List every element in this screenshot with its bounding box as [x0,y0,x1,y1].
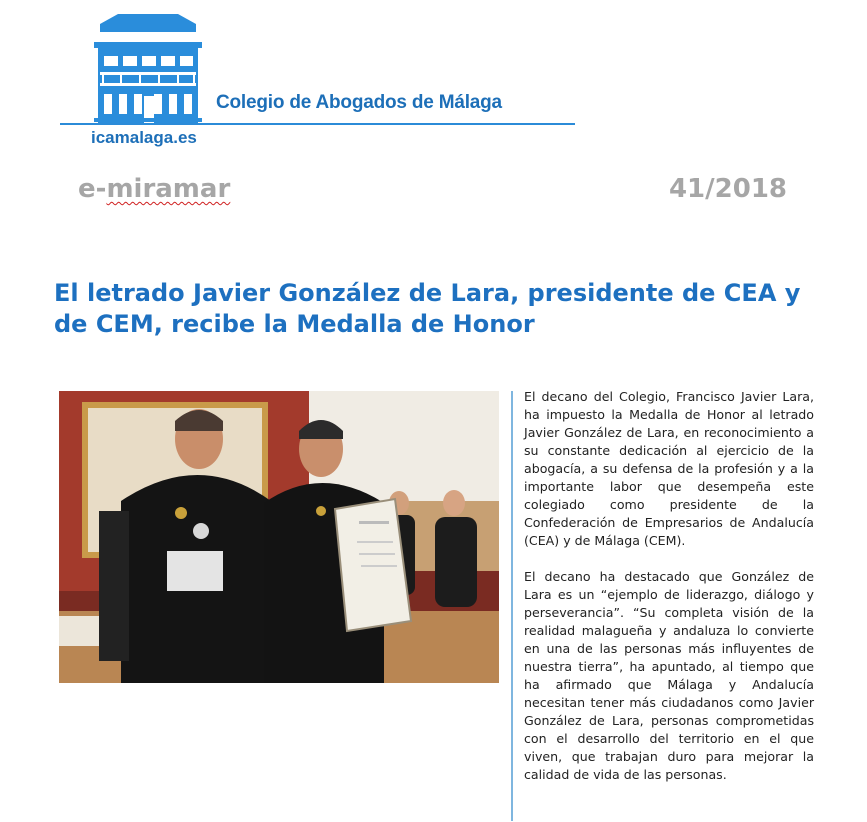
article-headline: El letrado Javier González de Lara, presidente de CEA y de CEM, recibe la Medalla de Honor [54,279,801,338]
column-divider [511,391,513,821]
issue-number: 41/2018 [668,174,787,204]
organization-domain[interactable]: icamalaga.es [91,128,197,147]
organization-logo[interactable] [60,12,580,152]
newsletter-title-prefix: e- [78,174,107,204]
organization-name: Colegio de Abogados de Málaga [216,92,502,113]
newsletter-title [78,174,230,204]
building-icon [90,12,206,124]
photo-ceremony-image [59,391,499,683]
newsletter-title-name: miramar [106,174,231,204]
photo-illustration [59,391,499,683]
article-paragraph-1: El decano del Colegio, Francisco Javier Lara, ha impuesto la Medalla de Honor al letrado Javier González de Lara, en reconocimiento a su constante dedicación al ejercicio de la abogacía, a su defensa de la profesión y a la importante labor que desempeña este colegiado como presidente de la Confederación de Empresarios de Andalucía (CEA) y de Málaga (CEM). [524,389,814,548]
logo-underline [60,123,575,125]
article-paragraph-2: El decano ha destacado que González de Lara es un “ejemplo de liderazgo, diálogo y perseverancia”. “Su completa visión de la realidad malagueña y andaluza lo convierte en una de las personas más influyentes de nuestra tierra”, ha apuntado, al tiempo que ha afirmado que Málaga y Andalucía necesitan tener más ciudadanos como Javier González de Lara, personas comprometidas con el desarrollo del territorio en el que viven, que trabajan duro para mejorar la calidad de vida de las personas. [524,569,814,782]
article-body [524,388,814,802]
